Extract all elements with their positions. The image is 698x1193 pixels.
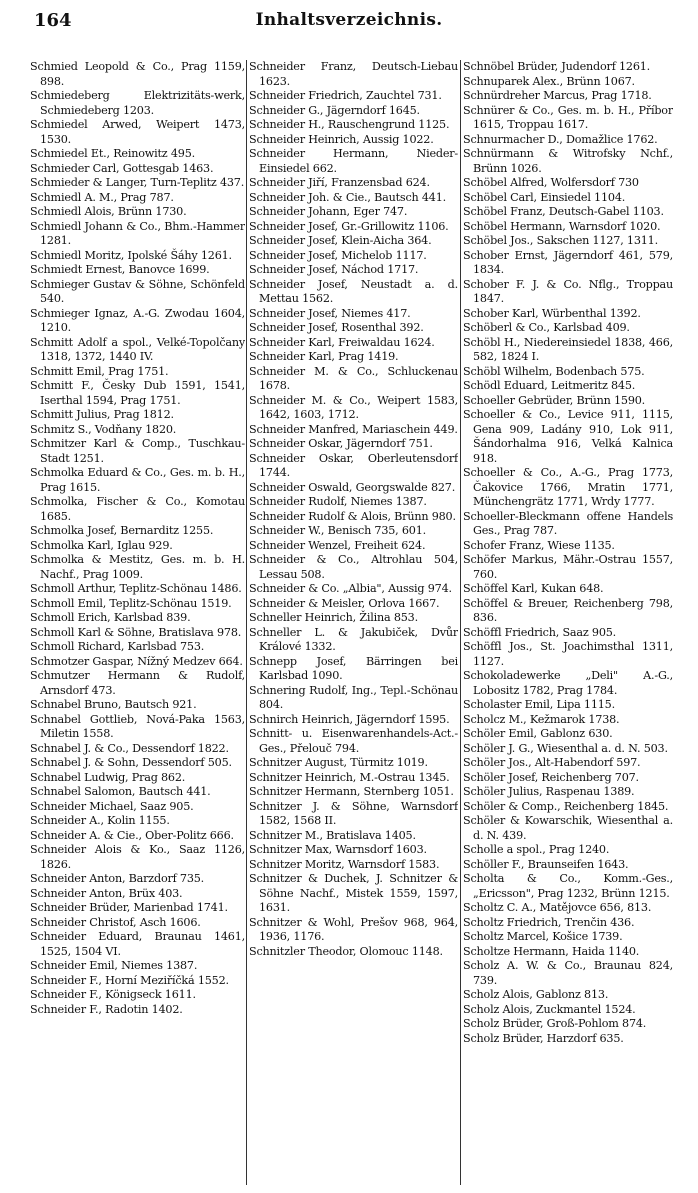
index-entry: Scholtz C. A., Matějovce 656, 813. [463, 901, 652, 914]
index-entry: Schneider Christof, Asch 1606. [30, 915, 201, 929]
index-entry: Schöller F., Braunseifen 1643. [463, 857, 629, 871]
index-entry: Schöler & Kowarschik, Wiesenthal a. d. N. 439. [463, 814, 673, 842]
index-column-3 [463, 60, 673, 1185]
index-entry: Schneider & Co., Altrohlau 504, Lessau 508. [249, 553, 458, 581]
index-entry: Schneider Josef, Niemes 417. [249, 306, 411, 320]
index-entry: Schneider Johann, Eger 747. [249, 205, 408, 218]
index-entry: Schneider Josef, Gr.-Grillowitz 1106. [249, 219, 449, 233]
entry-list [463, 60, 673, 1046]
index-entry: Schmitt Julius, Prag 1812. [30, 408, 174, 421]
index-entry: Schneider A., Kolin 1155. [30, 814, 170, 827]
index-entry: Schneider Oskar, Oberleutensdorf 1744. [249, 451, 458, 479]
index-entry: Schöbl Wilhelm, Bodenbach 575. [463, 364, 645, 378]
index-entry: Schmiedeberg Elektrizitäts-werk, Schmiedeberg 1203. [30, 89, 245, 117]
index-entry: Schnering Rudolf, Ing., Tepl.-Schönau 804. [249, 683, 458, 711]
index-entry: Schmieger Ignaz, A.-G. Zwodau 1604, 1210. [30, 306, 245, 334]
index-entry: Schmolka Josef, Bernarditz 1255. [30, 524, 214, 537]
index-entry: Schöler Emil, Gablonz 630. [463, 727, 613, 740]
index-entry: Schneider F., Königseck 1611. [30, 988, 196, 1001]
index-entry: Schneider Heinrich, Aussig 1022. [249, 132, 434, 146]
index-entry: Schneider Josef, Náchod 1717. [249, 263, 419, 276]
index-entry: Schober Karl, Würbenthal 1392. [463, 306, 641, 320]
index-entry: Schneider M. & Co., Weipert 1583, 1642, 1603, 1712. [249, 393, 458, 421]
index-entry: Schnitt- u. Eisenwarenhandels-Act.-Ges., Přelouč 794. [249, 727, 458, 755]
index-entry: Schöffl Jos., St. Joachimsthal 1311, 1127. [463, 640, 673, 668]
index-entry: Scholz Alois, Gablonz 813. [463, 988, 609, 1001]
index-entry: Schmiedel Et., Reinowitz 495. [30, 147, 195, 160]
index-entry: Schoeller-Bleckmann offene Handels Ges., Prag 787. [463, 509, 673, 537]
index-entry: Schmolka Karl, Iglau 929. [30, 538, 173, 552]
index-entry: Schöbel Alfred, Wolfersdorf 730 [463, 176, 639, 189]
index-entry: Schneider Anton, Barzdorf 735. [30, 872, 205, 885]
index-entry: Schneider Oskar, Jägerndorf 751. [249, 437, 433, 450]
index-entry: Schneider & Meisler, Orlova 1667. [249, 596, 440, 610]
index-entry: Schnitzer August, Türmitz 1019. [249, 756, 428, 769]
index-entry: Schnitzer Heinrich, M.-Ostrau 1345. [249, 770, 450, 784]
index-entry: Schnurmacher D., Domažlice 1762. [463, 132, 658, 146]
index-entry: Schnuparek Alex., Brünn 1067. [463, 74, 635, 88]
index-entry: Scholta & Co., Komm.-Ges., „Ericsson", Prag 1232, Brünn 1215. [463, 872, 673, 900]
index-entry: Schmolka, Fischer & Co., Komotau 1685. [30, 495, 245, 523]
index-entry: Schmied Leopold & Co., Prag 1159, 898. [30, 60, 245, 88]
index-entry: Schöler Josef, Reichenberg 707. [463, 770, 639, 784]
index-entry: Schmitt Adolf a spol., Velké-Topolčany 1318, 1372, 1440 IV. [30, 335, 245, 363]
index-entry: Schmoll Erich, Karlsbad 839. [30, 611, 191, 624]
index-entry: Schöbel Carl, Einsiedel 1104. [463, 190, 626, 204]
index-entry: Schoeller & Co., Levice 911, 1115, Gena 909, Ladány 910, Lok 911, Šándorhalma 916, Velká Kalnica 918. [463, 408, 673, 465]
page-number: 164 [34, 10, 72, 31]
index-entry: Schnabel J. & Sohn, Dessendorf 505. [30, 756, 232, 769]
index-entry: Schneider & Co. „Albia", Aussig 974. [249, 582, 452, 595]
index-entry: Scholz Brüder, Harzdorf 635. [463, 1031, 624, 1045]
index-entry: Schmotzer Gaspar, Nížný Medzev 664. [30, 654, 243, 668]
index-entry: Schmiedl Moritz, Ipolské Šáhy 1261. [30, 248, 232, 262]
index-entry: Schmieder & Langer, Turn-Teplitz 437. [30, 176, 245, 189]
index-entry: Schmiedl Alois, Brünn 1730. [30, 205, 187, 218]
index-entry: Schmiedl A. M., Prag 787. [30, 190, 174, 204]
index-entry: Schöffel Karl, Kukan 648. [463, 582, 604, 595]
index-entry: Schneller Heinrich, Žilina 853. [249, 611, 418, 624]
index-entry: Schöler Julius, Raspenau 1389. [463, 785, 635, 798]
index-entry: Schneider Josef, Michelob 1117. [249, 248, 427, 262]
index-entry: Schmiedl Johann & Co., Bhm.-Hammer 1281. [30, 219, 245, 247]
index-entry: Schmitzer Karl & Comp., Tuschkau-Stadt 1251. [30, 437, 245, 465]
index-entry: Schöberl & Co., Karlsbad 409. [463, 321, 630, 334]
index-entry: Schmolka Eduard & Co., Ges. m. b. H., Prag 1615. [30, 466, 245, 494]
index-entry: Schnabel Bruno, Bautsch 921. [30, 698, 197, 711]
index-entry: Schneller L. & Jakubiček, Dvůr Králové 1332. [249, 625, 458, 653]
index-entry: Schneider Josef, Neustadt a. d. Mettau 1562. [249, 277, 458, 305]
index-entry: Schneider M. & Co., Schluckenau 1678. [249, 364, 458, 392]
index-entry: Schnürer & Co., Ges. m. b. H., Příbor 1615, Troppau 1617. [463, 103, 673, 131]
index-entry: Schober F. J. & Co. Nflg., Troppau 1847. [463, 277, 673, 305]
index-entry: Schmiedt Ernest, Banovce 1699. [30, 263, 210, 276]
index-entry: Schöbel Hermann, Warnsdorf 1020. [463, 219, 661, 233]
index-entry: Schnabel J. & Co., Dessendorf 1822. [30, 741, 229, 755]
index-entry: Schmitz S., Vodňany 1820. [30, 422, 177, 436]
index-entry: Schneider Alois & Ko., Saaz 1126, 1826. [30, 843, 245, 871]
column-divider [246, 60, 247, 1185]
index-entry: Schneider Joh. & Cie., Bautsch 441. [249, 190, 446, 204]
index-entry: Schmitt Emil, Prag 1751. [30, 364, 169, 378]
index-entry: Scholaster Emil, Lipa 1115. [463, 698, 615, 711]
index-entry: Schmiedel Arwed, Weipert 1473, 1530. [30, 118, 245, 146]
index-entry: Schöfer Markus, Mähr.-Ostrau 1557, 760. [463, 553, 673, 581]
entry-list [30, 60, 245, 1017]
index-entry: Schöler & Comp., Reichenberg 1845. [463, 799, 669, 813]
index-entry: Schneider Jiří, Franzensbad 624. [249, 176, 430, 189]
index-entry: Schokoladewerke „Deli" A.-G., Lobositz 1782, Prag 1784. [463, 669, 673, 697]
index-entry: Scholz Brüder, Groß-Pohlom 874. [463, 1017, 647, 1030]
column-divider [460, 60, 461, 1185]
index-entry: Schneider Karl, Freiwaldau 1624. [249, 335, 435, 349]
index-entry: Schmoll Karl & Söhne, Bratislava 978. [30, 625, 242, 639]
index-entry: Schmoll Arthur, Teplitz-Schönau 1486. [30, 582, 242, 595]
index-entry: Schöbel Jos., Sakschen 1127, 1311. [463, 234, 658, 247]
index-entry: Schneider A. & Cie., Ober-Politz 666. [30, 828, 234, 842]
index-entry: Schneider Emil, Niemes 1387. [30, 959, 198, 972]
index-entry: Schneider Friedrich, Zauchtel 731. [249, 89, 442, 102]
index-entry: Scholz A. W. & Co., Braunau 824, 739. [463, 959, 673, 987]
index-entry: Schöler Jos., Alt-Habendorf 597. [463, 756, 641, 769]
index-entry: Schober Ernst, Jägerndorf 461, 579, 1834. [463, 248, 673, 276]
index-entry: Schmieder Carl, Gottesgab 1463. [30, 161, 214, 175]
index-entry: Schneider Brüder, Marienbad 1741. [30, 901, 228, 914]
index-entry: Schoeller Gebrüder, Brünn 1590. [463, 393, 646, 407]
index-column-2 [249, 60, 458, 1185]
index-entry: Scholtz Marcel, Košice 1739. [463, 930, 623, 943]
index-entry: Schnabel Ludwig, Prag 862. [30, 770, 186, 784]
index-entry: Schöffel & Breuer, Reichenberg 798, 836. [463, 596, 673, 624]
index-entry: Schödl Eduard, Leitmeritz 845. [463, 379, 636, 392]
index-entry: Schöbel Franz, Deutsch-Gabel 1103. [463, 205, 664, 218]
index-entry: Schneider Michael, Saaz 905. [30, 799, 194, 813]
index-entry: Scholle a spol., Prag 1240. [463, 843, 610, 856]
index-entry: Schnitzer & Duchek, J. Schnitzer & Söhne Nachf., Mistek 1559, 1597, 1631. [249, 872, 458, 914]
index-entry: Scholtz Friedrich, Trenčin 436. [463, 915, 635, 929]
page-title: Inhaltsverzeichnis. [255, 10, 443, 30]
index-entry: Schmutzer Hermann & Rudolf, Arnsdorf 473. [30, 669, 245, 697]
index-entry: Schnitzer Max, Warnsdorf 1603. [249, 843, 427, 856]
index-entry: Schmieger Gustav & Söhne, Schönfeld 540. [30, 277, 245, 305]
index-entry: Schneider Josef, Klein-Aicha 364. [249, 234, 432, 247]
index-entry: Schoeller & Co., A.-G., Prag 1773, Čakovice 1766, Mratin 1771, Münchengrätz 1771, Wrdy 1777. [463, 466, 673, 508]
index-entry: Schneider W., Benisch 735, 601. [249, 524, 427, 537]
index-entry: Schneider Karl, Prag 1419. [249, 350, 399, 363]
index-entry: Schnabel Salomon, Bautsch 441. [30, 785, 211, 798]
index-entry: Schnitzer Hermann, Sternberg 1051. [249, 785, 454, 798]
index-entry: Schneider G., Jägerndorf 1645. [249, 103, 420, 117]
index-entry: Schmoll Emil, Teplitz-Schönau 1519. [30, 596, 232, 610]
index-entry: Schneider Eduard, Braunau 1461, 1525, 1504 VI. [30, 930, 245, 958]
index-entry: Schnitzler Theodor, Olomouc 1148. [249, 944, 443, 958]
index-entry: Schöffl Friedrich, Saaz 905. [463, 625, 617, 639]
index-entry: Schöler J. G., Wiesenthal a. d. N. 503. [463, 741, 668, 755]
index-entry: Schnitzer J. & Söhne, Warnsdorf 1582, 1568 II. [249, 799, 458, 827]
index-entry: Scholz Alois, Zuckmantel 1524. [463, 1002, 636, 1016]
index-entry: Schnitzer M., Bratislava 1405. [249, 828, 416, 842]
entry-list [249, 60, 458, 959]
index-entry: Schnirch Heinrich, Jägerndorf 1595. [249, 712, 450, 726]
index-entry: Schnabel Gottlieb, Nová-Paka 1563, Miletin 1558. [30, 712, 245, 740]
index-entry: Schnürdreher Marcus, Prag 1718. [463, 89, 652, 102]
index-entry: Schmitt F., Česky Dub 1591, 1541, Iserthal 1594, Prag 1751. [30, 379, 245, 407]
index-entry: Schneider H., Rauschengrund 1125. [249, 118, 450, 131]
index-entry: Schneider Wenzel, Freiheit 624. [249, 538, 426, 552]
index-entry: Schneider Franz, Deutsch-Liebau 1623. [249, 60, 458, 88]
index-entry: Schofer Franz, Wiese 1135. [463, 538, 615, 552]
index-entry: Schneider Josef, Rosenthal 392. [249, 321, 424, 334]
index-entry: Schneider Anton, Brüx 403. [30, 886, 183, 900]
index-entry: Schnöbel Brüder, Judendorf 1261. [463, 60, 651, 73]
index-entry: Schnürmann & Witrofsky Nchf., Brünn 1026. [463, 147, 673, 175]
index-entry: Schneider Manfred, Mariaschein 449. [249, 422, 458, 436]
index-column-1 [30, 60, 245, 1185]
index-entry: Schneider Rudolf & Alois, Brünn 980. [249, 509, 456, 523]
index-entry: Schneider F., Horní Meziříčká 1552. [30, 973, 229, 987]
index-entry: Schmoll Richard, Karlsbad 753. [30, 640, 205, 653]
index-entry: Schneider Rudolf, Niemes 1387. [249, 495, 427, 508]
index-entry: Schneider F., Radotin 1402. [30, 1002, 183, 1016]
index-entry: Schneider Oswald, Georgswalde 827. [249, 480, 456, 494]
index-entry: Scholcz M., Kežmarok 1738. [463, 712, 620, 726]
index-entry: Schneider Hermann, Nieder-Einsiedel 662. [249, 147, 458, 175]
index-entry: Schnitzer & Wohl, Prešov 968, 964, 1936, 1176. [249, 915, 458, 943]
index-entry: Schnepp Josef, Bärringen bei Karlsbad 1090. [249, 654, 458, 682]
index-entry: Schnitzer Moritz, Warnsdorf 1583. [249, 857, 440, 871]
page-header [0, 10, 698, 40]
index-entry: Scholtze Hermann, Haida 1140. [463, 944, 640, 958]
index-entry: Schöbl H., Niedereinsiedel 1838, 466, 582, 1824 I. [463, 335, 673, 363]
index-entry: Schmolka & Mestitz, Ges. m. b. H. Nachf., Prag 1009. [30, 553, 245, 581]
